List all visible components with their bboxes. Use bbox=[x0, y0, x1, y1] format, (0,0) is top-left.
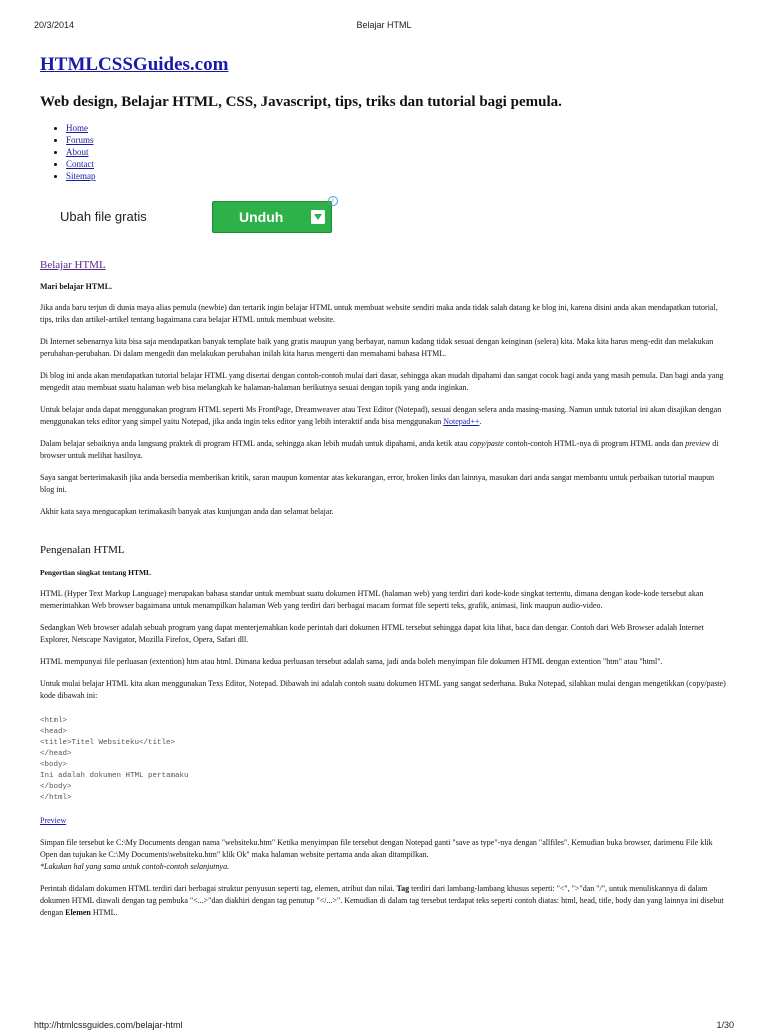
nav-link-sitemap[interactable]: Sitemap bbox=[66, 171, 96, 181]
print-header bbox=[0, 20, 768, 34]
paragraph: Akhir kata saya mengucapkan terimakasih banyak atas kunjungan anda dan selamat belajar. bbox=[40, 507, 334, 516]
preview-link[interactable]: Preview bbox=[40, 816, 67, 825]
nav-item-home bbox=[66, 123, 730, 133]
paragraph-text: Dalam belajar sebaiknya anda langsung praktek di program HTML anda, sehingga akan lebih mudah untuk dipahami, anda ketik atau bbox=[40, 439, 470, 448]
ad-button-label: Unduh bbox=[239, 209, 284, 225]
page-content bbox=[40, 50, 730, 929]
intro-heading: Mari belajar HTML. bbox=[40, 282, 113, 291]
paragraph: Sedangkan Web browser adalah sebuah program yang dapat menterjemahkan kode perintah dari dokumen HTML tersebut sehingga dapat kita lihat, baca dan dengar. Contoh dari Web Browser adalah Internet Explorer, Netscape Navigator, Mozilla Firefox, Opera, Safari dll. bbox=[40, 623, 704, 644]
ad-text: Ubah file gratis bbox=[60, 209, 147, 224]
paragraph: HTML (Hyper Text Markup Language) merupakan bahasa standar untuk membuat suatu dokumen HTML (halaman web) yang terdiri dari kode-kode singkat tertentu, dimana dengan kode-kode tersebut akan memerintahkan Web browser bagaimana untuk menampilkan halaman Web yang terdiri dari berbagai macam format file seperti teks, grafik, animasi, link maupun audio-video. bbox=[40, 589, 704, 610]
paragraph-text: Simpan file tersebut ke C:\My Documents dengan nama "websiteku.htm" Ketika menyimpan file tersebut dengan Notepad ganti "save as type"-nya dengan "allfiles". Kemudian buka browser, darimenu File klik Open dan tujukan ke C:\My Documents\websiteku.htm" klik Ok" maka halaman website pertama anda akan ditampilkan. bbox=[40, 838, 713, 859]
print-date: 20/3/2014 bbox=[34, 20, 75, 30]
site-title-link[interactable]: HTMLCSSGuides.com bbox=[40, 54, 229, 75]
paragraph bbox=[40, 438, 730, 462]
paragraph bbox=[40, 883, 730, 919]
paragraph-text: HTML. bbox=[90, 908, 118, 917]
post-title-link[interactable]: Belajar HTML bbox=[40, 259, 106, 271]
nav-item-contact bbox=[66, 159, 730, 169]
nav-link-forums[interactable]: Forums bbox=[66, 135, 94, 145]
paragraph-text: contoh-contoh HTML-nya di program HTML anda dan bbox=[503, 439, 686, 448]
site-tagline: Web design, Belajar HTML, CSS, Javascript, tips, triks dan tutorial bagi pemula. bbox=[40, 94, 562, 110]
paragraph: Jika anda baru terjun di dunia maya alias pemula (newbie) dan tertarik ingin belajar HTML untuk membuat website sendiri maka anda tidak salah datang ke blog ini, karena disini anda akan mendapatkan tutorial, tips, triks dan artikel-artikel tentang bagaimana cara belajar HTML untuk membuat website. bbox=[40, 303, 718, 324]
bold-text: Tag bbox=[396, 884, 410, 893]
advertisement bbox=[40, 199, 730, 239]
print-url: http://htmlcssguides.com/belajar-html bbox=[34, 1020, 183, 1030]
paragraph: HTML mempunyai file perluasan (extention) htm atau html. Dimana kedua perluasan tersebut adalah sama, jadi anda boleh menyimpan file dokumen HTML dengan extention "htm" atau "html". bbox=[40, 657, 663, 666]
paragraph-text: Untuk belajar anda dapat menggunakan program HTML seperti Ms FrontPage, Dreamweaver atau Text Editor (Notepad), sesuai dengan selera anda masing-masing. Namun untuk tutorial ini akan disajikan dengan menggunakan teks editor yang simpel yaitu Notepad, jika anda ingin teks editor yang lebih interaktif anda bisa menggunakan bbox=[40, 405, 722, 426]
print-title: Belajar HTML bbox=[356, 20, 412, 30]
nav-item-sitemap bbox=[66, 171, 730, 181]
bold-text: Elemen bbox=[65, 908, 91, 917]
paragraph: Di Internet sebenarnya kita bisa saja mendapatkan banyak template baik yang gratis maupun yang berbayar, namun kadang tidak sesuai dengan keinginan (selera) kita. Maka kita harus meng-edit dan melakukan perubahan-perubahan. Di dalam mengedit dan melakukan perubahan inilah kita harus mengerti dan memahami bahasa HTML. bbox=[40, 337, 714, 358]
print-page-number: 1/30 bbox=[716, 1020, 734, 1030]
paragraph-text: Perintah didalam dokumen HTML terdiri dari berbagai struktur penyusun seperti tag, elemen, atribut dan nilai. bbox=[40, 884, 397, 893]
paragraph: Untuk mulai belajar HTML kita akan menggunakan Texs Editor, Notepad. Dibawah ini adalah contoh suatu dokumen HTML yang sangat sederhana. Buka Notepad, silahkan mulai dengan mengetikkan (copy/paste) kode dibawah ini: bbox=[40, 679, 726, 700]
main-nav bbox=[40, 123, 730, 181]
emphasis-text: copy/paste bbox=[469, 439, 504, 448]
print-footer bbox=[0, 1020, 768, 1032]
ad-info-icon[interactable]: i bbox=[328, 196, 338, 206]
section-title: Pengenalan HTML bbox=[40, 544, 125, 556]
ad-download-button[interactable] bbox=[212, 201, 332, 233]
note-text: *Lakukan hal yang sama untuk contoh-contoh selanjutnya. bbox=[40, 862, 230, 871]
emphasis-text: preview bbox=[685, 439, 711, 448]
nav-link-home[interactable]: Home bbox=[66, 123, 88, 133]
paragraph bbox=[40, 837, 730, 873]
paragraph: Di blog ini anda akan mendapatkan tutorial belajar HTML yang disertai dengan contoh-contoh mulai dari dasar, sehingga akan mudah dipahami dan sangat cocok bagi anda yang masih pemula. Dan bagi anda yang mengedit atau membuat suatu halaman web bisa melangkah ke halaman-halaman berikutnya sesuai dengan topik yang anda inginkan. bbox=[40, 371, 724, 392]
nav-link-about[interactable]: About bbox=[66, 147, 89, 157]
paragraph-with-link bbox=[40, 404, 730, 428]
nav-link-contact[interactable]: Contact bbox=[66, 159, 94, 169]
download-arrow-icon bbox=[311, 210, 325, 224]
nav-item-forums bbox=[66, 135, 730, 145]
nav-item-about bbox=[66, 147, 730, 157]
code-sample: <html> <head> <title>Titel Websiteku</title> </head> <body> Ini adalah dokumen HTML pertamaku </body> </html> bbox=[40, 717, 189, 802]
paragraph-text: di browser untuk melihat hasilnya. bbox=[40, 439, 719, 460]
paragraph: Saya sangat berterimakasih jika anda bersedia memberikan kritik, saran maupun komentar atas kekurangan, error, broken links dan lainnya, masukan dari anda sangat membantu untuk perbaikan tutorial maupun blog ini. bbox=[40, 473, 715, 494]
paragraph-text: . bbox=[479, 417, 482, 426]
notepad-plus-plus-link[interactable]: Notepad++ bbox=[443, 417, 480, 426]
section-subheading: Pengertian singkat tentang HTML bbox=[40, 568, 152, 577]
paragraph-text: terdiri dari lambang-lambang khusus seperti: "<", ">"dan "/", untuk menuliskannya di dalam dokumen HTML diawali dengan tag pembuka "<...>"dan diakhiri dengan tag penutup "</...>". Kemudian di dalam tag tersebut terdapat teks seperti contoh diatas: html, head, title, body dan yang lainnya ini disebut dengan bbox=[40, 884, 724, 917]
